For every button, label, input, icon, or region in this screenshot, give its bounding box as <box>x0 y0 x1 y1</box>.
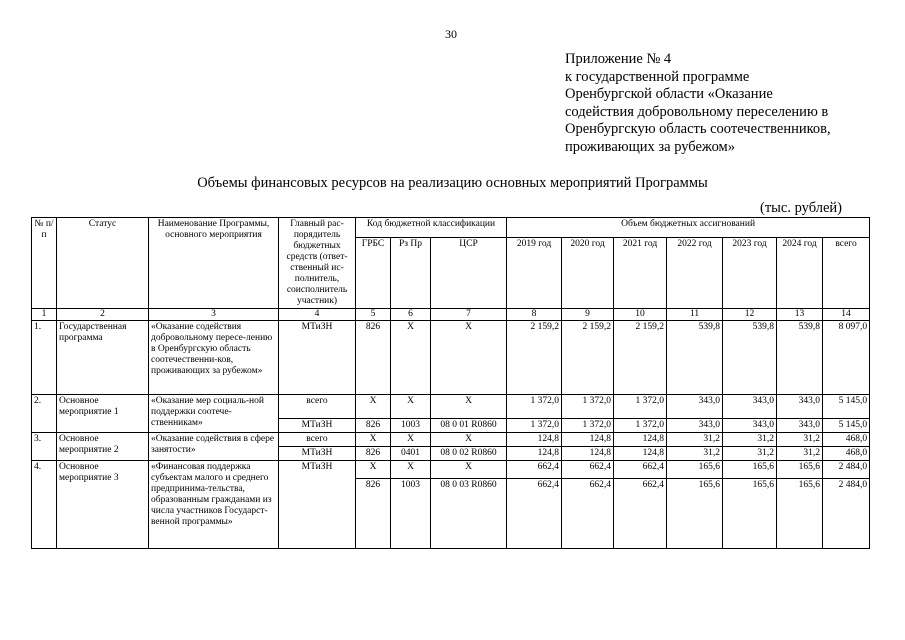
row-value: 1 372,0 <box>507 419 562 433</box>
column-index: 4 <box>279 309 356 321</box>
column-index: 7 <box>431 309 507 321</box>
row-grbs: 826 <box>356 321 391 395</box>
row-value: 124,8 <box>614 433 667 447</box>
column-index: 9 <box>562 309 614 321</box>
column-index: 5 <box>356 309 391 321</box>
header-year: 2021 год <box>614 238 667 309</box>
row-grbs: 826 <box>356 479 391 549</box>
row-value: 165,6 <box>667 461 723 479</box>
row-value: 165,6 <box>723 479 777 549</box>
row-name: «Оказание содействия в сфере занятости» <box>149 433 279 461</box>
financing-table <box>31 217 870 549</box>
row-num: 2. <box>32 395 57 433</box>
row-status: Основное мероприятие 2 <box>57 433 149 461</box>
column-index: 14 <box>823 309 870 321</box>
header-year: 2024 год <box>777 238 823 309</box>
row-value: 662,4 <box>614 479 667 549</box>
row-value: 31,2 <box>667 447 723 461</box>
appendix-line: содействия добровольному переселению в <box>565 103 829 120</box>
table-row <box>32 395 870 419</box>
header-status: Статус <box>57 218 149 309</box>
row-value: 165,6 <box>667 479 723 549</box>
row-total: 5 145,0 <box>823 395 870 419</box>
appendix-line: Приложение № 4 <box>565 51 672 67</box>
row-value: 662,4 <box>562 479 614 549</box>
column-index: 13 <box>777 309 823 321</box>
table-row <box>32 321 870 395</box>
row-value: 31,2 <box>667 433 723 447</box>
row-value: 1 372,0 <box>507 395 562 419</box>
row-manager: МТиЗН <box>279 321 356 395</box>
page-number: 30 <box>445 27 457 41</box>
row-grbs: X <box>356 395 391 419</box>
header-manager: Главный рас-порядитель бюджетных средств (ответ-ственный ис-полнитель, соисполнитель участник) <box>279 218 356 309</box>
row-value: 343,0 <box>723 395 777 419</box>
row-value: 343,0 <box>667 395 723 419</box>
row-value: 662,4 <box>614 461 667 479</box>
column-index: 2 <box>57 309 149 321</box>
row-rzpr: X <box>391 321 431 395</box>
row-manager: всего <box>279 433 356 447</box>
row-value: 31,2 <box>777 433 823 447</box>
row-total: 468,0 <box>823 447 870 461</box>
column-index: 12 <box>723 309 777 321</box>
row-rzpr: 1003 <box>391 479 431 549</box>
header-year: 2023 год <box>723 238 777 309</box>
column-index: 3 <box>149 309 279 321</box>
row-value: 343,0 <box>723 419 777 433</box>
row-value: 2 159,2 <box>507 321 562 395</box>
row-value: 539,8 <box>777 321 823 395</box>
row-total: 468,0 <box>823 433 870 447</box>
row-total: 5 145,0 <box>823 419 870 433</box>
row-value: 124,8 <box>507 447 562 461</box>
row-value: 31,2 <box>723 433 777 447</box>
column-index-row <box>32 309 870 321</box>
document-title: Объемы финансовых ресурсов на реализацию основных мероприятий Программы <box>197 175 708 191</box>
row-rzpr: X <box>391 395 431 419</box>
row-num: 1. <box>32 321 57 395</box>
row-manager: МТиЗН <box>279 419 356 433</box>
row-value: 343,0 <box>667 419 723 433</box>
row-num: 4. <box>32 461 57 549</box>
row-total: 8 097,0 <box>823 321 870 395</box>
row-value: 662,4 <box>507 479 562 549</box>
row-value: 1 372,0 <box>614 395 667 419</box>
row-status: Основное мероприятие 1 <box>57 395 149 433</box>
header-name: Наименование Программы, основного мероприятия <box>149 218 279 309</box>
appendix-line: Оренбургской области «Оказание <box>565 86 773 102</box>
column-index: 6 <box>391 309 431 321</box>
row-status: Государственная программа <box>57 321 149 395</box>
row-value: 539,8 <box>667 321 723 395</box>
row-value: 165,6 <box>777 461 823 479</box>
row-csr: 08 0 01 R0860 <box>431 419 507 433</box>
header-volume: Объем бюджетных ассигнований <box>507 218 870 238</box>
units-label: (тыс. рублей) <box>760 200 842 216</box>
row-value: 539,8 <box>723 321 777 395</box>
table-row <box>32 461 870 479</box>
row-csr: 08 0 03 R0860 <box>431 479 507 549</box>
row-value: 1 372,0 <box>614 419 667 433</box>
header-grbs: ГРБС <box>356 238 391 309</box>
row-grbs: X <box>356 433 391 447</box>
appendix-line: к государственной программе <box>565 68 750 85</box>
row-num: 3. <box>32 433 57 461</box>
column-index: 1 <box>32 309 57 321</box>
column-index: 10 <box>614 309 667 321</box>
row-value: 2 159,2 <box>614 321 667 395</box>
row-manager: всего <box>279 395 356 419</box>
appendix-line: проживающих за рубежом» <box>565 138 735 155</box>
header-year: 2019 год <box>507 238 562 309</box>
row-value: 1 372,0 <box>562 419 614 433</box>
row-value: 662,4 <box>507 461 562 479</box>
row-value: 662,4 <box>562 461 614 479</box>
row-csr: 08 0 02 R0860 <box>431 447 507 461</box>
row-value: 31,2 <box>723 447 777 461</box>
row-value: 165,6 <box>723 461 777 479</box>
row-rzpr: 1003 <box>391 419 431 433</box>
row-value: 1 372,0 <box>562 395 614 419</box>
header-csr: ЦСР <box>431 238 507 309</box>
row-grbs: X <box>356 461 391 479</box>
row-grbs: 826 <box>356 447 391 461</box>
row-value: 343,0 <box>777 395 823 419</box>
column-index: 11 <box>667 309 723 321</box>
row-csr: X <box>431 321 507 395</box>
table-header-row <box>32 218 870 238</box>
row-value: 124,8 <box>562 447 614 461</box>
row-csr: X <box>431 461 507 479</box>
row-value: 343,0 <box>777 419 823 433</box>
row-status: Основное мероприятие 3 <box>57 461 149 549</box>
row-grbs: 826 <box>356 419 391 433</box>
row-total: 2 484,0 <box>823 479 870 549</box>
row-value: 31,2 <box>777 447 823 461</box>
row-value: 165,6 <box>777 479 823 549</box>
row-csr: X <box>431 395 507 419</box>
row-value: 2 159,2 <box>562 321 614 395</box>
appendix-note <box>565 51 831 156</box>
header-num: № п/п <box>32 218 57 309</box>
header-budget-code: Код бюджетной классификации <box>356 218 507 238</box>
row-rzpr: 0401 <box>391 447 431 461</box>
row-name: «Финансовая поддержка субъектам малого и среднего предпринима-тельства, образованным гражданами из числа участников Государст-венной программы» <box>149 461 279 549</box>
header-year: 2020 год <box>562 238 614 309</box>
row-value: 124,8 <box>562 433 614 447</box>
row-rzpr: X <box>391 433 431 447</box>
row-total: 2 484,0 <box>823 461 870 479</box>
row-value: 124,8 <box>507 433 562 447</box>
row-csr: X <box>431 433 507 447</box>
row-manager: МТиЗН <box>279 461 356 549</box>
header-total: всего <box>823 238 870 309</box>
row-name: «Оказание мер социаль-ной поддержки соотече-ственникам» <box>149 395 279 433</box>
row-value: 124,8 <box>614 447 667 461</box>
appendix-line: Оренбургскую область соотечественников, <box>565 121 831 137</box>
row-name: «Оказание содействия добровольному пересе-лению в Оренбургскую область соотечественни-ков, проживающих за рубежом» <box>149 321 279 395</box>
column-index: 8 <box>507 309 562 321</box>
header-year: 2022 год <box>667 238 723 309</box>
header-rzpr: Рз Пр <box>391 238 431 309</box>
table-row <box>32 433 870 447</box>
row-rzpr: X <box>391 461 431 479</box>
row-manager: МТиЗН <box>279 447 356 461</box>
